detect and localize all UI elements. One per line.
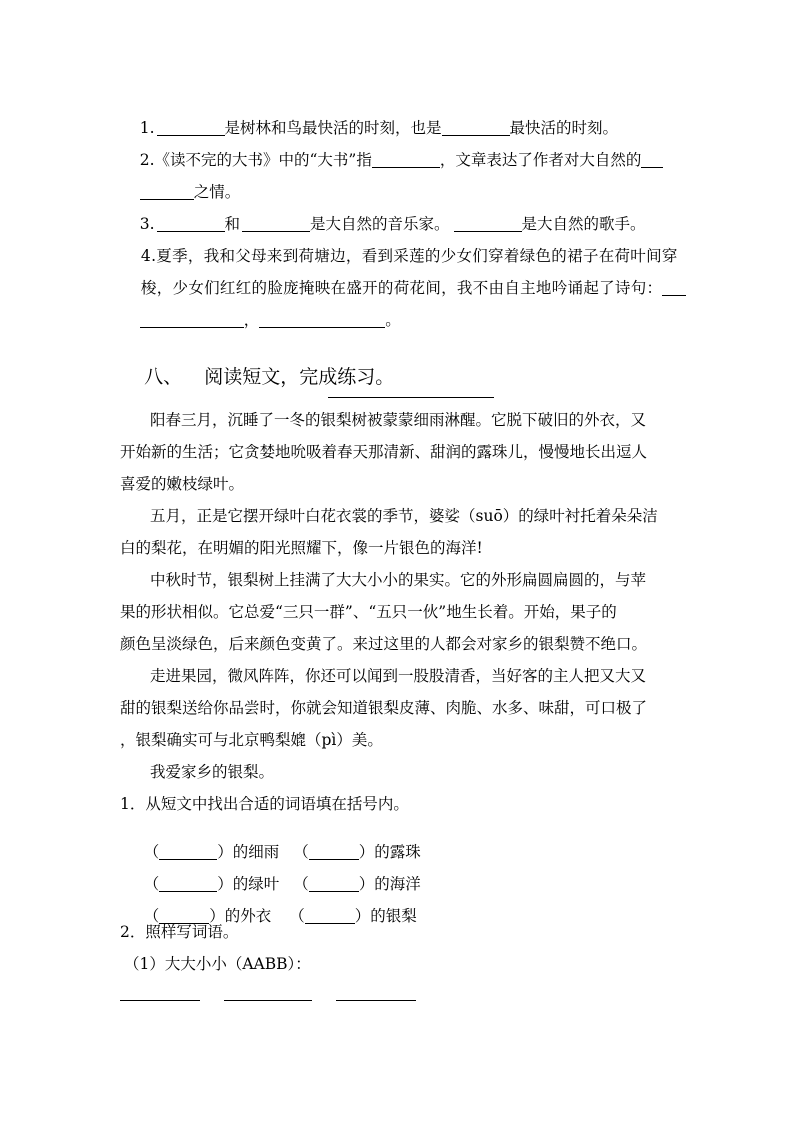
answer-blank[interactable] xyxy=(157,121,225,136)
answer-blank[interactable] xyxy=(641,153,663,168)
answer-blank[interactable] xyxy=(140,185,194,200)
question-number: 1. xyxy=(139,118,155,137)
exercise-1-title: 1．从短文中找出合适的词语填在括号内。 xyxy=(120,795,409,813)
passage-line: 甜的银梨送给你品尝时，你就会知道银梨皮薄、肉脆、水多、味甜，可口极了 xyxy=(120,699,648,717)
section-number: 八、 xyxy=(144,366,183,388)
question-text: 4.夏季，我和父母来到荷塘边，看到采莲的少女们穿着绿色的裙子在荷叶间穿 xyxy=(140,246,678,265)
passage-line: 开始新的生活；它贪婪地吮吸着春天那清新、甜润的露珠儿，慢慢地长出逗人 xyxy=(120,443,648,461)
passage-line: 颜色呈淡绿色，后来颜色变黄了。来过这里的人都会对家乡的银梨赞不绝口。 xyxy=(120,635,648,653)
question-text: 之情。 xyxy=(193,182,241,201)
answer-blank[interactable] xyxy=(159,909,209,924)
answer-blank[interactable] xyxy=(242,217,310,232)
question-text: 是树林和鸟最快活的时刻，也是 xyxy=(224,118,442,137)
answer-blank[interactable] xyxy=(454,217,522,232)
answer-blank[interactable] xyxy=(662,281,686,296)
comma: ， xyxy=(243,310,260,329)
bracket-open: （ xyxy=(293,842,309,861)
question-text: 是大自然的音乐家。 xyxy=(310,214,450,233)
exercise-2-title: 2．照样写词语。 xyxy=(120,923,239,941)
answer-blank[interactable] xyxy=(372,153,440,168)
item-text: ）的银梨 xyxy=(354,906,417,925)
passage-line: 喜爱的嫩枝绿叶。 xyxy=(120,475,245,493)
answer-blank[interactable] xyxy=(305,909,355,924)
question-number: 3. xyxy=(139,214,155,233)
item-text: ）的海洋 xyxy=(358,874,421,893)
answer-line[interactable] xyxy=(336,1000,416,1001)
exercise-2-sub-1: （1）大大小小（AABB）： xyxy=(124,955,311,973)
item-text: ）的绿叶 xyxy=(217,874,280,893)
bracket-open: （ xyxy=(143,874,160,893)
passage-line: ，银梨确实可与北京鸭梨媲（pì）美。 xyxy=(120,731,383,749)
passage-line: 中秋时节，银梨树上挂满了大大小小的果实。它的外形扁圆扁圆的，与苹 xyxy=(150,571,647,589)
passage-line: 我爱家乡的银梨。 xyxy=(150,763,275,781)
item-text: ）的细雨 xyxy=(217,842,280,861)
question-text: 2.《读不完的大书》中的“大书”指 xyxy=(139,150,372,169)
question-text: ，文章表达了作者对大自然的 xyxy=(439,150,642,169)
bracket-open: （ xyxy=(289,906,305,925)
answer-blank[interactable] xyxy=(442,121,510,136)
passage-title-blank[interactable] xyxy=(328,397,494,398)
bracket-open: （ xyxy=(143,842,160,861)
answer-line[interactable] xyxy=(224,1000,312,1001)
passage-line: 五月，正是它摆开绿叶白花衣裳的季节，婆娑（suō）的绿叶衬托着朵朵洁 xyxy=(150,507,658,525)
item-text: ）的露珠 xyxy=(358,842,421,861)
question-text: 最快活的时刻。 xyxy=(509,118,619,137)
bracket-open: （ xyxy=(293,874,309,893)
section-title: 阅读短文，完成练习。 xyxy=(204,366,395,388)
answer-blank[interactable] xyxy=(259,313,385,328)
answer-blank[interactable] xyxy=(157,217,225,232)
answer-blank[interactable] xyxy=(159,845,217,860)
answer-line[interactable] xyxy=(120,1000,200,1001)
passage-line: 走进果园，微风阵阵，你还可以闻到一股股清香，当好客的主人把又大又 xyxy=(150,667,647,685)
answer-blank[interactable] xyxy=(159,877,217,892)
passage-line: 果的形状相似。它总爱“三只一群”、“五只一伙”地生长着。开始，果子的 xyxy=(120,603,617,621)
period: 。 xyxy=(385,310,401,329)
answer-blank[interactable] xyxy=(140,313,244,328)
question-text: 和 xyxy=(224,214,241,233)
question-text: 梭，少女们红红的脸庞掩映在盛开的荷花间，我不由自主地吟诵起了诗句： xyxy=(140,278,663,297)
question-text: 是大自然的歌手。 xyxy=(521,214,646,233)
item-text: ）的外衣 xyxy=(209,906,272,925)
answer-blank[interactable] xyxy=(309,877,359,892)
fill-question-4-answers xyxy=(120,297,401,344)
passage-line: 白的梨花，在明媚的阳光照耀下，像一片银色的海洋! xyxy=(120,539,483,557)
bracket-open: （ xyxy=(143,906,160,925)
passage-line: 阳春三月，沉睡了一冬的银梨树被蒙蒙细雨淋醒。它脱下破旧的外衣，又 xyxy=(150,411,647,429)
answer-blank[interactable] xyxy=(309,845,359,860)
